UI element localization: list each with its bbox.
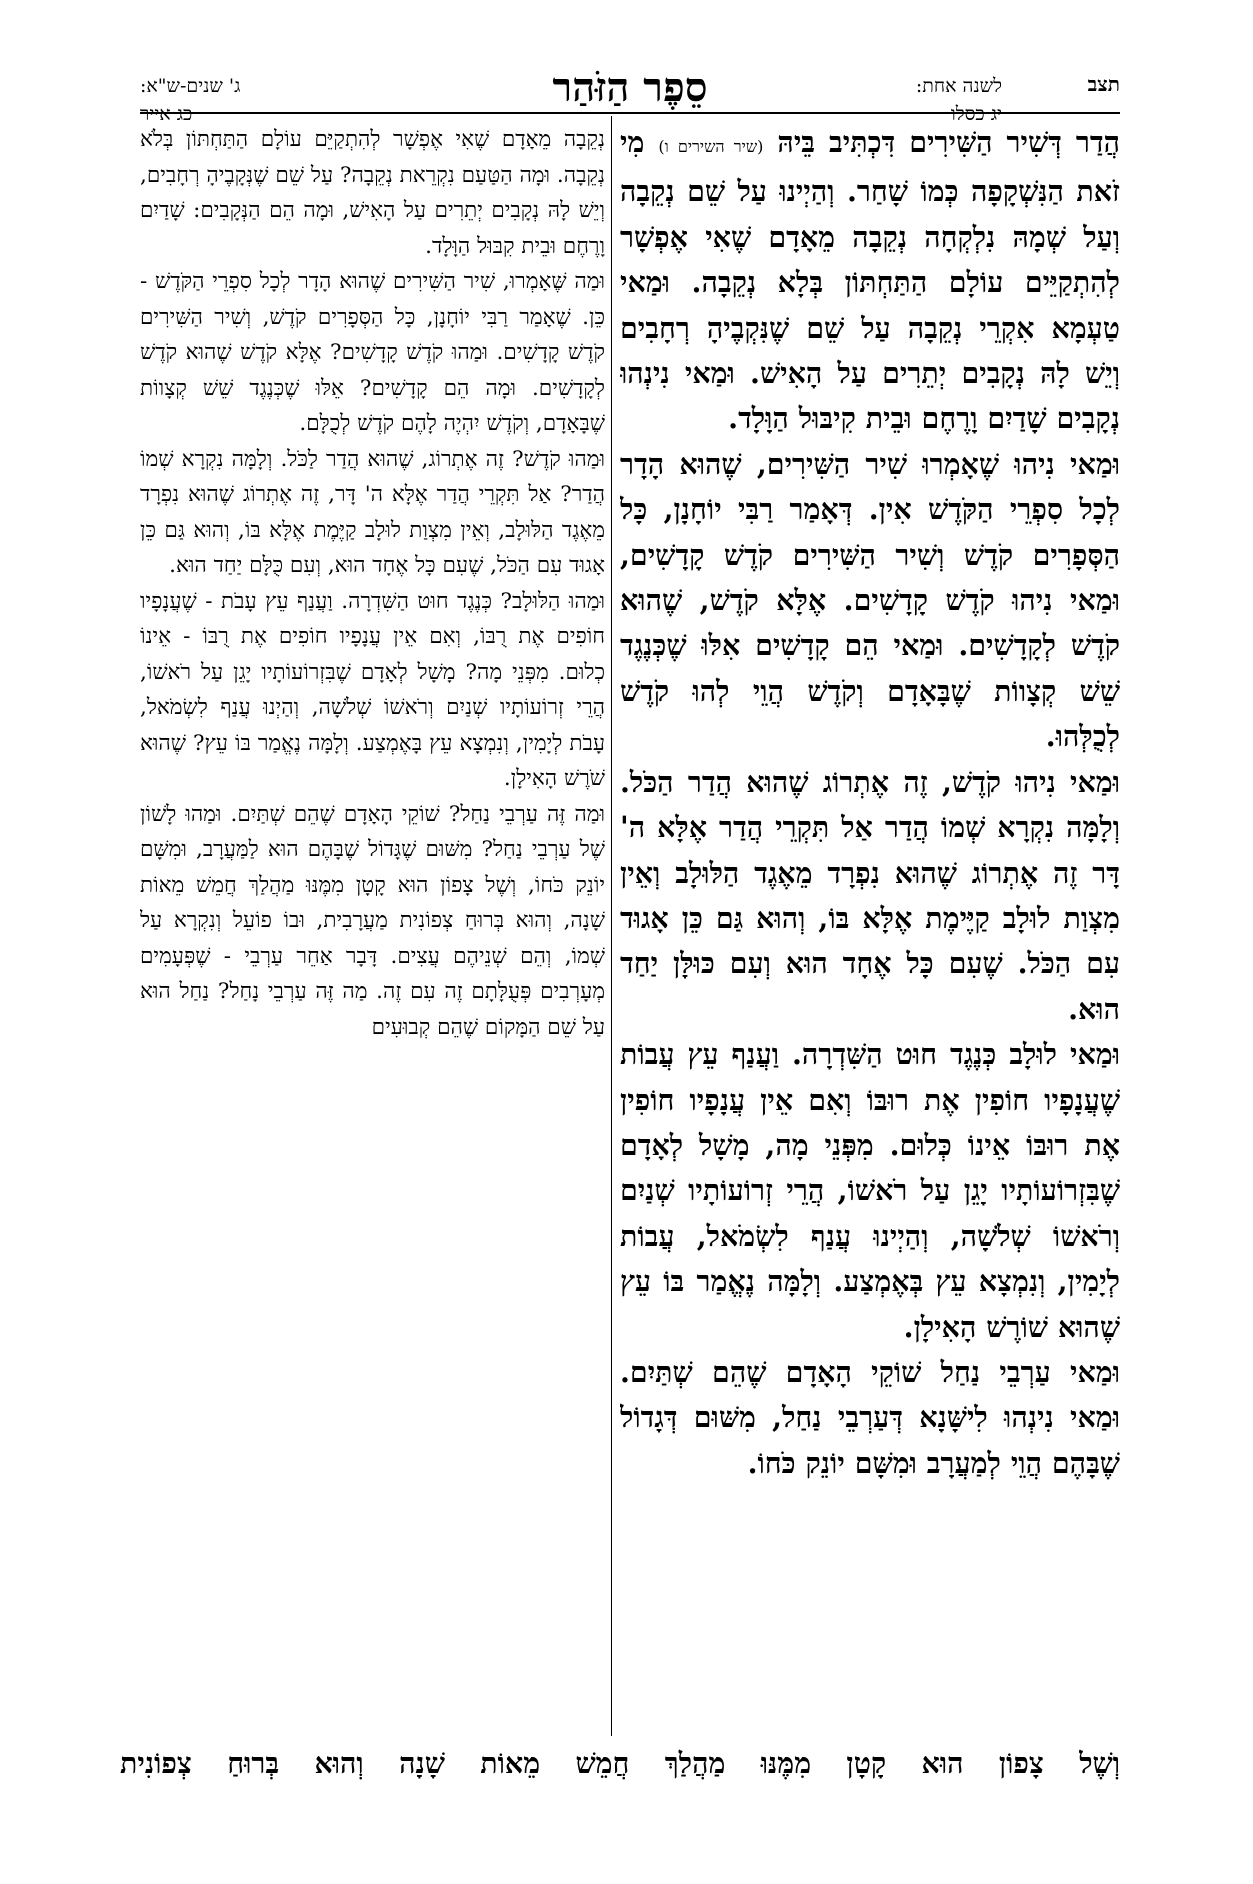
commentary-column [140, 122, 605, 1742]
commentary-paragraph-1: נְקֵבָה מֵאָדָם שֶׁאִי אֶפְשָׁר לְהִתְקַיֵּם עוֹלָם הַתַּחְתּוֹן בְּלֹא נְקֵבָה. וּמָה הַטַּעַם נִקְרֵאת נְקֵבָה? עַל שֵׁם שֶׁנְּקָבֶיהָ רְחָבִים, וְיֵשׁ לָהּ נְקָבִים יְתֵרִים עַל הָאִישׁ, וּמָה הֵם הַנְּקָבִים: שָׁדַיִם וָרֶחֶם וּבֵית קִבּוּל הַוָּלָד. [140, 127, 605, 259]
main-paragraph-3: וּמַאי נִיהוּ קֹדֶשׁ, זֶה אֶתְרוֹג שֶׁהוּא הֲדַר הַכֹּל. וְלָמָּה נִקְרָא שְׁמוֹ הֲדַר אַל תִּקְרֵי הֲדַר אֶלָּא ה' דָּר זֶה אֶתְרוֹג שֶׁהוּא נִפְרָד מֵאֶגֶד הַלּוּלָב וְאֵין מִצְוַת לוּלָב קַיֶּימֶת אֶלָּא בּוֹ, וְהוּא גַּם כֵּן אָגוּד עִם הַכֹּל. שֶׁעִם כָּל אֶחָד הוּא וְעִם כּוּלָּן יַחַד הוּא. [620, 764, 1120, 1026]
book-title: סֵפֶר הַזֹּהַר [552, 64, 708, 111]
main-text-continuation-line: וְשֶׁל צָפוֹן הוּא קָטָן מִמֶּנּוּ מַהֲלַךְ חֲמֵשׁ מֵאוֹת שָׁנָה וְהוּא בְּרוּחַ צְפוֹנִית [120, 1746, 1120, 1780]
main-paragraph-1-lead: הֲדַר דְּשִׁיר הַשִּׁירִים דִּכְתִּיב בֵּיהּ [777, 125, 1120, 159]
page-number: תצב [1087, 72, 1120, 96]
schedule-date-three-years: כג אייר [140, 103, 193, 125]
main-paragraph-4: וּמַאי לוּלָב כְּנֶגֶד חוּט הַשִּׁדְרָה. וַעֲנַף עֵץ עֲבוֹת שֶׁעֲנָפָיו חוֹפִין אֶת רוּבּוֹ וְאִם אֵין עֲנָפָיו חוֹפִין אֶת רוּבּוֹ אֵינוֹ כְּלוּם. מִפְּנֵי מָה, מָשָׁל לְאָדָם שֶׁבִּזְרוֹעוֹתָיו יָגֵן עַל רֹאשׁוֹ, הֲרֵי זְרוֹעוֹתָיו שְׁנַיִם וְרֹאשׁוֹ שְׁלֹשָׁה, וְהַיְינוּ עֲנַף לִשְׂמֹאל, עֲבוֹת לְיָמִין, וְנִמְצָא עֵץ בְּאֶמְצַע. וְלָמָּה נֶאֱמַר בּוֹ עֵץ שֶׁהוּא שׁוֹרֶשׁ הָאִילָן. [620, 1037, 1120, 1344]
schedule-label-one-year: לשנה אחת: [915, 75, 1002, 97]
commentary-paragraph-4: וּמַהוּ הַלּוּלָב? כְּנֶגֶד חוּט הַשִּׁדְרָה. וַעֲנַף עֵץ עָבֹת - שֶׁעֲנָפָיו חוֹפִים אֶת רֻבּוֹ, וְאִם אֵין עֲנָפָיו חוֹפִים אֶת רֻבּוֹ - אֵינוֹ כְלוּם. מִפְּנֵי מָה? מָשָׁל לְאָדָם שֶׁבִּזְרוֹעוֹתָיו יָגֵן עַל רֹאשׁוֹ, הֲרֵי זְרוֹעוֹתָיו שְׁנַיִם וְרֹאשׁוֹ שְׁלֹשָׁה, וְהַיְנוּ עֲנַף לִשְׂמֹאל, עָבֹת לְיָמִין, וְנִמְצָא עֵץ בָּאֶמְצַע. וְלָמָּה נֶאֱמַר בּוֹ עֵץ? שֶׁהוּא שֹׁרֶשׁ הָאִילָן. [140, 588, 605, 791]
commentary-paragraph-2: וּמַה שֶּׁאָמְרוּ, שִׁיר הַשִּׁירִים שֶׁהוּא הָדָר לְכָל סִפְרֵי הַקֹּדֶשׁ - כֵּן. שֶׁאָמַר רַבִּי יוֹחָנָן, כָּל הַסְּפָרִים קֹדֶשׁ, וְשִׁיר הַשִּׁירִים קֹדֶשׁ קָדָשִׁים. וּמַהוּ קֹדֶשׁ קָדָשִׁים? אֶלָּא קֹדֶשׁ שֶׁהוּא קֹדֶשׁ לְקָדָשִׁים. וּמָה הֵם קָדָשִׁים? אֵלּוּ שֶׁכְּנֶגֶד שֵׁשׁ קְצָווֹת שֶׁבָּאָדָם, וְקֹדֶשׁ יִהְיֶה לָהֶם קֹדֶשׁ לְכֻלָּם. [140, 269, 605, 436]
commentary-paragraph-5: וּמַה זֶּה עַרְבֵי נַחַל? שׁוֹקֵי הָאָדָם שֶׁהֵם שְׁתַּיִם. וּמַהוּ לָשׁוֹן שֶׁל עַרְבֵי נַחַל? מִשּׁוּם שֶׁגָּדוֹל שֶׁבָּהֶם הוּא לַמַּעֲרָב, וּמִשָּׁם יוֹנֵק כֹּחוֹ, וְשֶׁל צָפוֹן הוּא קָטָן מִמֶּנּוּ מַהֲלַךְ חֲמֵשׁ מֵאוֹת שָׁנָה, וְהוּא בְּרוּחַ צְפוֹנִית מַעֲרָבִית, וּבוֹ פוֹעֵל וְנִקְרָא עַל שְׁמוֹ, וְהֵם שְׁנֵיהֶם עֲצִים. דָּבָר אַחֵר עַרְבֵי - שֶׁפְּעָמִים מְעָרְבִים פְּעֻלָּתָם זֶה עִם זֶה. מַה זֶּה עַרְבֵי נָחַל? נַחַל הוּא עַל שֵׁם הַמָּקוֹם שֶׁהֵם קְבוּעִים [140, 801, 605, 1040]
main-paragraph-5: וּמַאי עַרְבֵי נַחַל שׁוֹקֵי הָאָדָם שֶׁהֵם שְׁתַּיִם. וּמַאי נִינְהוּ לִישָּׁנָא דְּעַרְבֵי נַחַל, מִשּׁוּם דְּגָדוֹל שֶׁבָּהֶם הֲוֵי לְמַעֲרָב וּמִשָּׁם יוֹנֵק כֹּחוֹ. [620, 1354, 1120, 1480]
schedule-label-three-years: ג' שנים-ש"א: [140, 75, 241, 97]
main-paragraph-1 [620, 120, 1120, 442]
commentary-paragraph-3: וּמַהוּ קֹדֶשׁ? זֶה אֶתְרוֹג, שֶׁהוּא הֲדַר לַכֹּל. וְלָמָּה נִקְרָא שְׁמוֹ הֲדַר? אַל תִּקְרֵי הֲדַר אֶלָּא ה' דָּר, זֶה אֶתְרוֹג שֶׁהוּא נִפְרָד מֵאֶגֶד הַלּוּלָב, וְאֵין מִצְוַת לוּלָב קַיֶּמֶת אֶלָּא בּוֹ, וְהוּא גַּם כֵּן אָגוּד עִם הַכֹּל, שֶׁעִם כָּל אֶחָד הוּא, וְעִם כֻּלָּם יַחַד הוּא. [140, 446, 605, 578]
main-paragraph-1-body: מִי זֹאת הַנִּשְׁקָפָה כְּמוֹ שָׁחַר. וְהַיְינוּ עַל שֵׁם נְקֵבָה וְעַל שְׁמָהּ נִלְקְחָה נְקֵבָה מֵאָדָם שֶׁאִי אֶפְשָׁר לְהִתְקַיֵּים עוֹלָם הַתַּחְתּוֹן בְּלָא נְקֵבָה. וּמַאי טַעְמָא אִקְרֵי נְקֵבָה עַל שֵׁם שֶׁנִּקְבֶיהָ רְחָבִים וְיֵשׁ לָהּ נְקָבִים יְתֵרִים עַל הָאִישׁ. וּמַאי נִינְהוּ נְקָבִים שָׁדַיִם וָרֶחֶם וּבֵית קִיבּוּל הַוָּלָד. [620, 125, 1120, 436]
schedule-date-one-year: יג כסלו [950, 103, 1002, 125]
scripture-citation: (שיר השירים ו) [658, 137, 764, 156]
header-rule [140, 112, 1120, 114]
main-text-column [620, 120, 1120, 1740]
study-schedule-three-years [140, 72, 240, 128]
column-divider [611, 116, 612, 1736]
main-paragraph-2: וּמַאי נִיהוּ שֶׁאָמְרוּ שִׁיר הַשִּׁירִים, שֶׁהוּא הָדָר לְכָל סִפְרֵי הַקֹּדֶשׁ אִין. דְּאָמַר רַבִּי יוֹחָנָן, כָּל הַסְּפָרִים קֹדֶשׁ וְשִׁיר הַשִּׁירִים קֹדֶשׁ קָדָשִׁים, וּמַאי נִיהוּ קֹדֶשׁ קָדָשִׁים. אֶלָּא קֹדֶשׁ, שֶׁהוּא קֹדֶשׁ לְקָדָשִׁים. וּמַאי הֵם קָדָשִׁים אִלּוּ שֶׁכְּנֶגֶד שֵׁשׁ קְצָווֹת שֶׁבָּאָדָם וְקֹדֶשׁ הֲוֵי לְהוּ קֹדֶשׁ לְכֻלְּהוּ. [620, 446, 1120, 754]
